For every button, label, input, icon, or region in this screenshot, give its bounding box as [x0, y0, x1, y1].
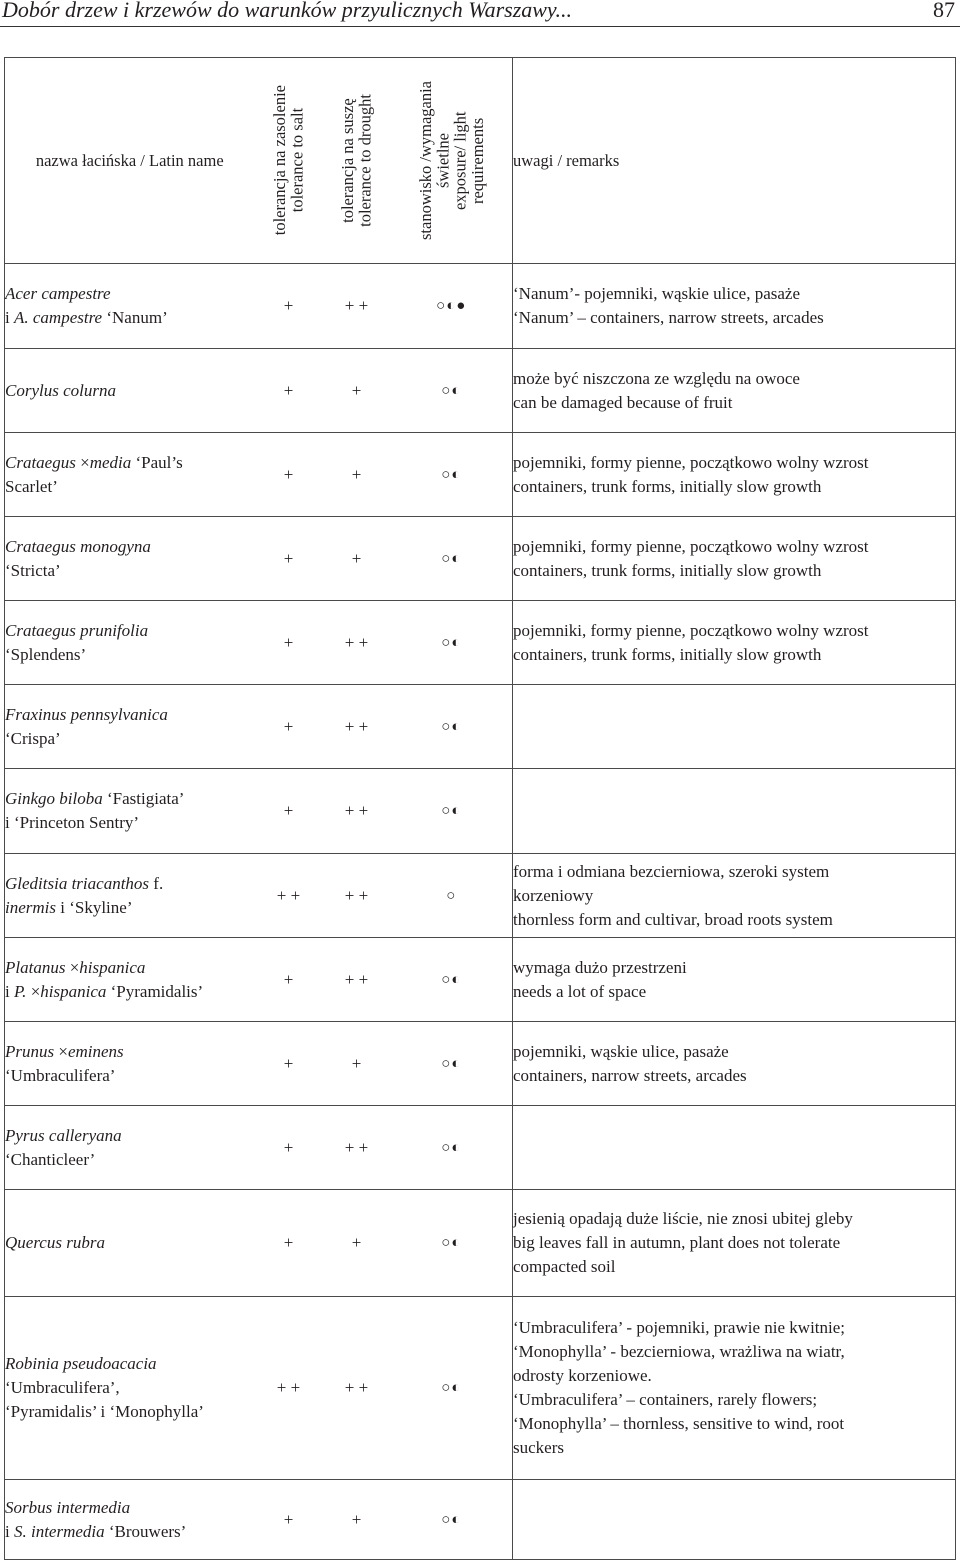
salt-tolerance-cell: + — [255, 517, 323, 601]
species-name-text: Gleditsia triacanthos — [5, 873, 150, 893]
latin-name-line — [5, 980, 255, 1004]
remark-line: ‘Umbraculifera’ - pojemniki, prawie nie kwitnie; — [513, 1318, 846, 1337]
light-requirements-cell: ○◐ — [391, 1480, 513, 1560]
table-row — [5, 1480, 956, 1560]
salt-tolerance-cell: + — [255, 1190, 323, 1297]
header-line: tolerance to salt — [287, 108, 307, 213]
name-text: ‘Chanticleer’ — [5, 1149, 96, 1169]
drought-tolerance-cell: + — [323, 349, 391, 433]
remark-line: ‘Monophylla’ - bezcierniowa, wrażliwa na wiatr, — [513, 1342, 845, 1361]
column-header-light-requirements — [391, 58, 513, 264]
remark-line: forma i odmiana bezcierniowa, szeroki system — [513, 861, 830, 881]
latin-name-line — [5, 956, 255, 980]
salt-tolerance-cell: + — [255, 769, 323, 854]
drought-tolerance-cell: + — [323, 1190, 391, 1297]
remark-line: containers, narrow streets, arcades — [513, 1065, 747, 1085]
species-name-text: S. intermedia — [13, 1521, 105, 1541]
latin-name-line — [5, 379, 255, 403]
name-text: ‘Fastigiata’ — [102, 789, 185, 808]
species-name-text: eminens — [67, 1041, 124, 1061]
table-row — [5, 938, 956, 1022]
latin-name-line — [5, 1520, 255, 1544]
remark-line: ‘Nanum’- pojemniki, wąskie ulice, pasaże — [513, 284, 801, 303]
latin-name-line — [5, 1496, 255, 1520]
latin-name-cell — [5, 854, 255, 938]
remarks-cell — [513, 601, 956, 685]
remark-line: pojemniki, formy pienne, początkowo wolny wzrost — [513, 452, 869, 472]
latin-name-cell — [5, 433, 255, 517]
remark-line: odrosty korzeniowe. — [513, 1366, 652, 1385]
salt-tolerance-cell: + — [255, 1106, 323, 1190]
name-text: ‘Splendens’ — [5, 644, 87, 664]
latin-name-line — [5, 1231, 255, 1255]
remark-line: wymaga dużo przestrzeni — [513, 957, 687, 977]
header-line: tolerancja na zasolenie — [270, 85, 290, 236]
name-text: ‘Stricta’ — [5, 560, 61, 580]
drought-tolerance-cell: + + — [323, 769, 391, 854]
remarks-cell — [513, 1022, 956, 1106]
latin-name-cell — [5, 685, 255, 769]
latin-name-line — [5, 727, 255, 751]
latin-name-cell — [5, 1190, 255, 1297]
name-text: ‘Brouwers’ — [104, 1521, 187, 1541]
latin-name-line — [5, 1064, 255, 1088]
species-name-text: A. campestre — [13, 308, 103, 327]
latin-name-line — [5, 643, 255, 667]
remarks-cell — [513, 854, 956, 938]
salt-tolerance-cell: + — [255, 349, 323, 433]
table-row — [5, 264, 956, 349]
latin-name-line — [5, 306, 255, 330]
species-name-text: P. — [13, 981, 31, 1001]
remarks-cell — [513, 1190, 956, 1297]
name-text: × — [80, 452, 90, 472]
latin-name-cell — [5, 938, 255, 1022]
remarks-cell — [513, 938, 956, 1022]
salt-tolerance-cell: + — [255, 938, 323, 1022]
light-requirements-cell: ○◐ — [391, 938, 513, 1022]
latin-name-line — [5, 1400, 255, 1424]
column-header-remarks: uwagi / remarks — [513, 58, 956, 264]
drought-tolerance-cell: + — [323, 1480, 391, 1560]
remark-line: pojemniki, formy pienne, początkowo wolny wzrost — [513, 536, 869, 556]
latin-name-line — [5, 1352, 255, 1376]
latin-name-cell — [5, 1106, 255, 1190]
latin-name-line — [5, 559, 255, 583]
latin-name-line — [5, 535, 255, 559]
table-row — [5, 1022, 956, 1106]
species-name-text: Quercus rubra — [5, 1233, 105, 1252]
salt-tolerance-cell: + — [255, 685, 323, 769]
latin-name-line — [5, 1148, 255, 1172]
name-text: i ‘Princeton Sentry’ — [5, 813, 140, 832]
remarks-cell — [513, 517, 956, 601]
remark-line: containers, trunk forms, initially slow growth — [513, 476, 822, 496]
table-header-row — [5, 58, 956, 264]
remark-line: ‘Monophylla’ – thornless, sensitive to wind, root — [513, 1414, 845, 1433]
remark-line: ‘Umbraculifera’ – containers, rarely flowers; — [513, 1390, 818, 1409]
name-text: × — [58, 1041, 68, 1061]
latin-name-cell — [5, 264, 255, 349]
remark-line: jesienią opadają duże liście, nie znosi ubitej gleby — [513, 1209, 853, 1228]
latin-name-cell — [5, 601, 255, 685]
name-text: i — [5, 308, 14, 327]
drought-tolerance-cell: + + — [323, 1297, 391, 1480]
latin-name-line — [5, 703, 255, 727]
remarks-cell — [513, 685, 956, 769]
species-table — [4, 57, 956, 1560]
drought-tolerance-cell: + + — [323, 685, 391, 769]
column-header-latin-name: nazwa łacińska / Latin name — [5, 58, 255, 264]
remarks-cell — [513, 349, 956, 433]
light-requirements-cell: ○◐ — [391, 1190, 513, 1297]
latin-name-line — [5, 475, 255, 499]
name-text: i — [5, 981, 14, 1001]
table-row — [5, 685, 956, 769]
remarks-cell — [513, 433, 956, 517]
name-text: × — [30, 981, 41, 1001]
latin-name-line — [5, 872, 255, 896]
salt-tolerance-cell: + — [255, 1022, 323, 1106]
light-requirements-cell: ○◐ — [391, 433, 513, 517]
salt-tolerance-cell: + + — [255, 854, 323, 938]
drought-tolerance-cell: + — [323, 1022, 391, 1106]
salt-tolerance-cell: + — [255, 264, 323, 349]
header-line: exposure/ light — [450, 111, 470, 210]
remark-line: może być niszczona ze względu na owoce — [513, 368, 800, 388]
header-line: tolerance to drought — [355, 94, 375, 227]
running-title: Dobór drzew i krzewów do warunków przyulicznych Warszawy... — [2, 0, 572, 22]
remark-line: containers, trunk forms, initially slow growth — [513, 644, 822, 664]
latin-name-cell — [5, 1297, 255, 1480]
species-name-text: Fraxinus pennsylvanica — [5, 704, 168, 724]
name-text: i — [5, 1521, 14, 1541]
species-name-text: Platanus — [5, 957, 70, 977]
header-line: tolerancja na suszę — [338, 98, 358, 223]
remark-line: big leaves fall in autumn, plant does not tolerate — [513, 1233, 841, 1252]
latin-name-line — [5, 1376, 255, 1400]
species-name-text: hispanica — [79, 957, 146, 977]
light-requirements-cell: ○◐● — [391, 264, 513, 349]
species-name-text: Crataegus monogyna — [5, 536, 151, 556]
remark-line: needs a lot of space — [513, 981, 647, 1001]
remark-line: compacted soil — [513, 1257, 616, 1276]
latin-name-line — [5, 811, 255, 835]
name-text: × — [69, 957, 80, 977]
remark-line: korzeniowy — [513, 885, 594, 905]
drought-tolerance-cell: + + — [323, 601, 391, 685]
species-name-text: Crataegus — [5, 452, 81, 472]
latin-name-cell — [5, 1480, 255, 1560]
table-row — [5, 1190, 956, 1297]
name-text: Scarlet’ — [5, 476, 58, 496]
remarks-cell — [513, 1297, 956, 1480]
running-header — [0, 0, 960, 27]
latin-name-line — [5, 1040, 255, 1064]
page-number: 87 — [933, 0, 955, 22]
drought-tolerance-cell: + — [323, 517, 391, 601]
light-requirements-cell: ○ — [391, 854, 513, 938]
salt-tolerance-cell: + + — [255, 1297, 323, 1480]
table-row — [5, 1106, 956, 1190]
name-text: ‘Umbraculifera’, — [5, 1378, 120, 1397]
table-row — [5, 601, 956, 685]
light-requirements-cell: ○◐ — [391, 1297, 513, 1480]
species-name-text: Crataegus prunifolia — [5, 620, 149, 640]
species-name-text: Corylus colurna — [5, 380, 116, 400]
name-text: i ‘Skyline’ — [56, 897, 133, 917]
latin-name-cell — [5, 517, 255, 601]
light-requirements-cell: ○◐ — [391, 685, 513, 769]
salt-tolerance-cell: + — [255, 601, 323, 685]
table-row — [5, 1297, 956, 1480]
remark-line: pojemniki, formy pienne, początkowo wolny wzrost — [513, 620, 869, 640]
light-requirements-cell: ○◐ — [391, 1106, 513, 1190]
light-requirements-cell: ○◐ — [391, 517, 513, 601]
light-requirements-cell: ○◐ — [391, 601, 513, 685]
name-text: ‘Umbraculifera’ — [5, 1065, 116, 1085]
header-line: świetlne — [432, 133, 452, 188]
light-requirements-cell: ○◐ — [391, 1022, 513, 1106]
latin-name-line — [5, 282, 255, 306]
light-requirements-cell: ○◐ — [391, 349, 513, 433]
header-line: requirements — [467, 117, 487, 204]
remark-line: ‘Nanum’ – containers, narrow streets, arcades — [513, 308, 824, 327]
remarks-cell — [513, 1480, 956, 1560]
name-text: f. — [149, 873, 164, 893]
latin-name-line — [5, 1124, 255, 1148]
remarks-cell — [513, 769, 956, 854]
latin-name-cell — [5, 1022, 255, 1106]
remark-line: pojemniki, wąskie ulice, pasaże — [513, 1041, 729, 1061]
table-row — [5, 517, 956, 601]
table-row — [5, 854, 956, 938]
remark-line: can be damaged because of fruit — [513, 392, 733, 412]
latin-name-line — [5, 619, 255, 643]
drought-tolerance-cell: + + — [323, 1106, 391, 1190]
species-name-text: Acer campestre — [5, 284, 111, 303]
table-row — [5, 769, 956, 854]
name-text: ‘Nanum’ — [102, 308, 168, 327]
species-name-text: hispanica — [40, 981, 107, 1001]
name-text: ‘Crispa’ — [5, 728, 61, 748]
table-body — [5, 264, 956, 1560]
table-row — [5, 349, 956, 433]
header-line: stanowisko /wymagania — [415, 80, 435, 240]
column-header-salt-tolerance — [255, 58, 323, 264]
latin-name-cell — [5, 349, 255, 433]
remarks-cell — [513, 1106, 956, 1190]
species-name-text: inermis — [5, 897, 56, 917]
drought-tolerance-cell: + + — [323, 854, 391, 938]
name-text: ‘Pyramidalis’ i ‘Monophylla’ — [5, 1402, 204, 1421]
species-name-text: media — [89, 452, 132, 472]
table-row — [5, 433, 956, 517]
salt-tolerance-cell: + — [255, 1480, 323, 1560]
remarks-cell — [513, 264, 956, 349]
name-text: ‘Paul’s — [131, 452, 183, 472]
remark-line: containers, trunk forms, initially slow growth — [513, 560, 822, 580]
species-name-text: Robinia pseudoacacia — [5, 1354, 157, 1373]
species-name-text: Sorbus intermedia — [5, 1497, 131, 1517]
remark-line: suckers — [513, 1438, 564, 1457]
species-name-text: Prunus — [5, 1041, 59, 1061]
light-requirements-cell: ○◐ — [391, 769, 513, 854]
species-name-text: Ginkgo biloba — [5, 789, 103, 808]
latin-name-line — [5, 787, 255, 811]
latin-name-line — [5, 896, 255, 920]
species-name-text: Pyrus calleryana — [5, 1125, 122, 1145]
latin-name-cell — [5, 769, 255, 854]
name-text: ‘Pyramidalis’ — [106, 981, 204, 1001]
drought-tolerance-cell: + + — [323, 938, 391, 1022]
drought-tolerance-cell: + + — [323, 264, 391, 349]
salt-tolerance-cell: + — [255, 433, 323, 517]
drought-tolerance-cell: + — [323, 433, 391, 517]
remark-line: thornless form and cultivar, broad roots system — [513, 909, 833, 929]
latin-name-line — [5, 451, 255, 475]
column-header-drought-tolerance — [323, 58, 391, 264]
